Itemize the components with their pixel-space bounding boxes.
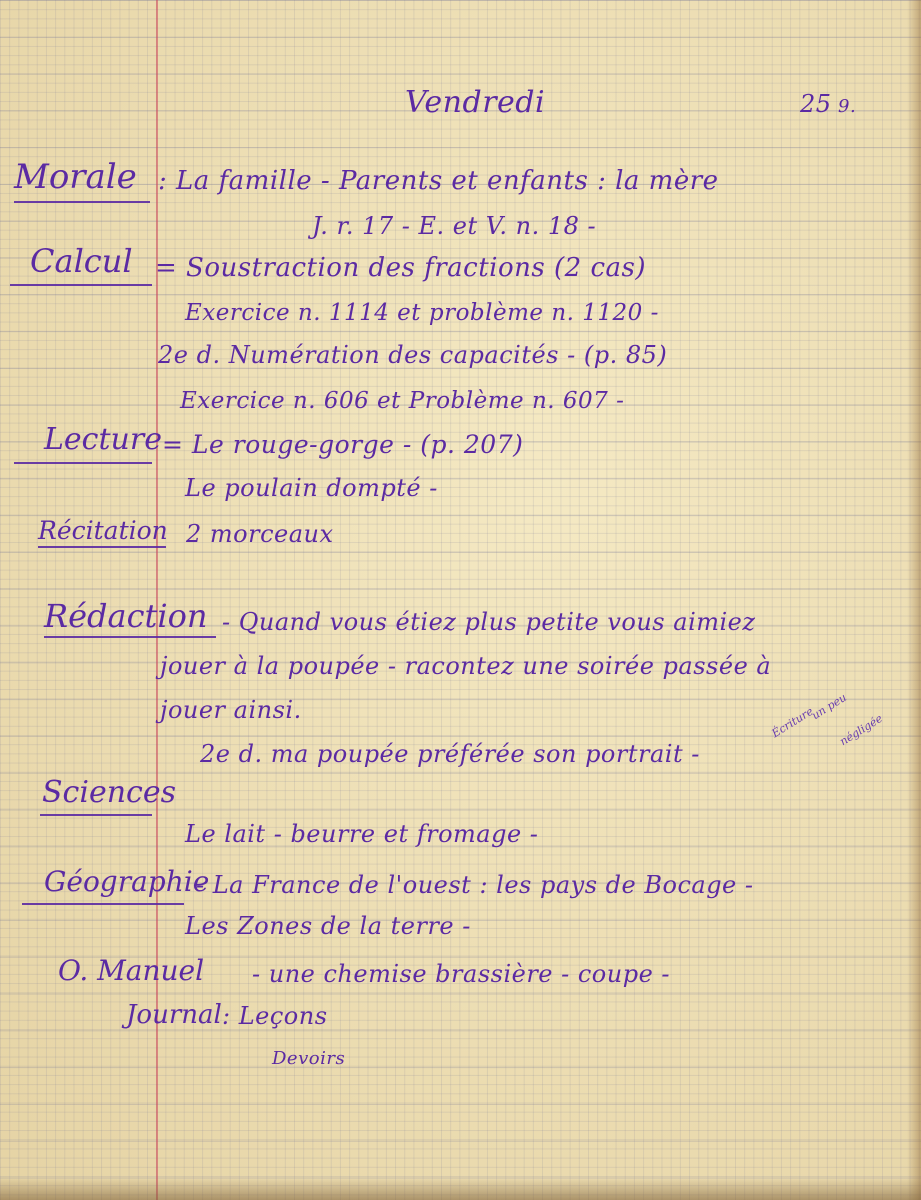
- geographie-line-1: - La France de l'ouest : les pays de Bocage -: [196, 871, 754, 899]
- sciences-line-1: Le lait - beurre et fromage -: [185, 820, 539, 848]
- morale-line-2: J. r. 17 - E. et V. n. 18 -: [312, 212, 597, 240]
- underline-lecture: [14, 462, 152, 464]
- teacher-note-line-3: négligée: [837, 711, 885, 749]
- heading-redaction: Rédaction: [44, 597, 208, 635]
- redaction-line-1: - Quand vous étiez plus petite vous aimiez: [222, 608, 756, 636]
- page-edge-bottom: [0, 1178, 921, 1200]
- page-number-mark: 9.: [838, 96, 857, 117]
- redaction-line-4: 2e d. ma poupée préférée son portrait -: [200, 740, 700, 768]
- ouvrage-line-1: - une chemise brassière - coupe -: [252, 960, 671, 988]
- recitation-line-1: 2 morceaux: [186, 520, 334, 548]
- page-edge-right: [907, 0, 921, 1200]
- calcul-line-4: Exercice n. 606 et Problème n. 607 -: [180, 388, 625, 414]
- heading-ouvrage-manuel: O. Manuel: [58, 954, 205, 987]
- calcul-line-2: Exercice n. 1114 et problème n. 1120 -: [185, 300, 659, 326]
- heading-lecture: Lecture: [44, 422, 162, 457]
- heading-geographie: Géographie: [44, 865, 210, 898]
- heading-journal: Journal: [126, 1000, 222, 1030]
- underline-redaction: [44, 636, 216, 638]
- redaction-line-2: jouer à la poupée - racontez une soirée passée à: [160, 652, 772, 680]
- heading-calcul: Calcul: [30, 242, 133, 280]
- underline-sciences: [40, 814, 152, 816]
- heading-sciences: Sciences: [42, 775, 176, 810]
- underline-calcul: [10, 284, 152, 286]
- underline-geographie: [22, 903, 184, 905]
- journal-line-1: : Leçons: [222, 1002, 328, 1030]
- calcul-line-3: 2e d. Numération des capacités - (p. 85): [158, 341, 668, 369]
- lecture-line-2: Le poulain dompté -: [185, 474, 438, 502]
- journal-line-2: Devoirs: [272, 1048, 346, 1069]
- page-number: 25: [800, 90, 832, 118]
- lecture-line-1: = Le rouge-gorge - (p. 207): [162, 430, 524, 459]
- day-title: Vendredi: [405, 85, 546, 120]
- teacher-note-line-2: un peu: [809, 690, 849, 723]
- calcul-line-1: = Soustraction des fractions (2 cas): [155, 253, 646, 283]
- underline-morale: [14, 201, 150, 203]
- heading-morale: Morale: [14, 157, 137, 197]
- morale-line-1: : La famille - Parents et enfants : la mère: [158, 166, 719, 196]
- heading-recitation: Récitation: [38, 516, 168, 545]
- geographie-line-2: Les Zones de la terre -: [185, 912, 471, 940]
- teacher-note-line-1: Écriture: [769, 704, 816, 741]
- underline-recitation: [38, 546, 166, 548]
- redaction-line-3: jouer ainsi.: [160, 696, 302, 724]
